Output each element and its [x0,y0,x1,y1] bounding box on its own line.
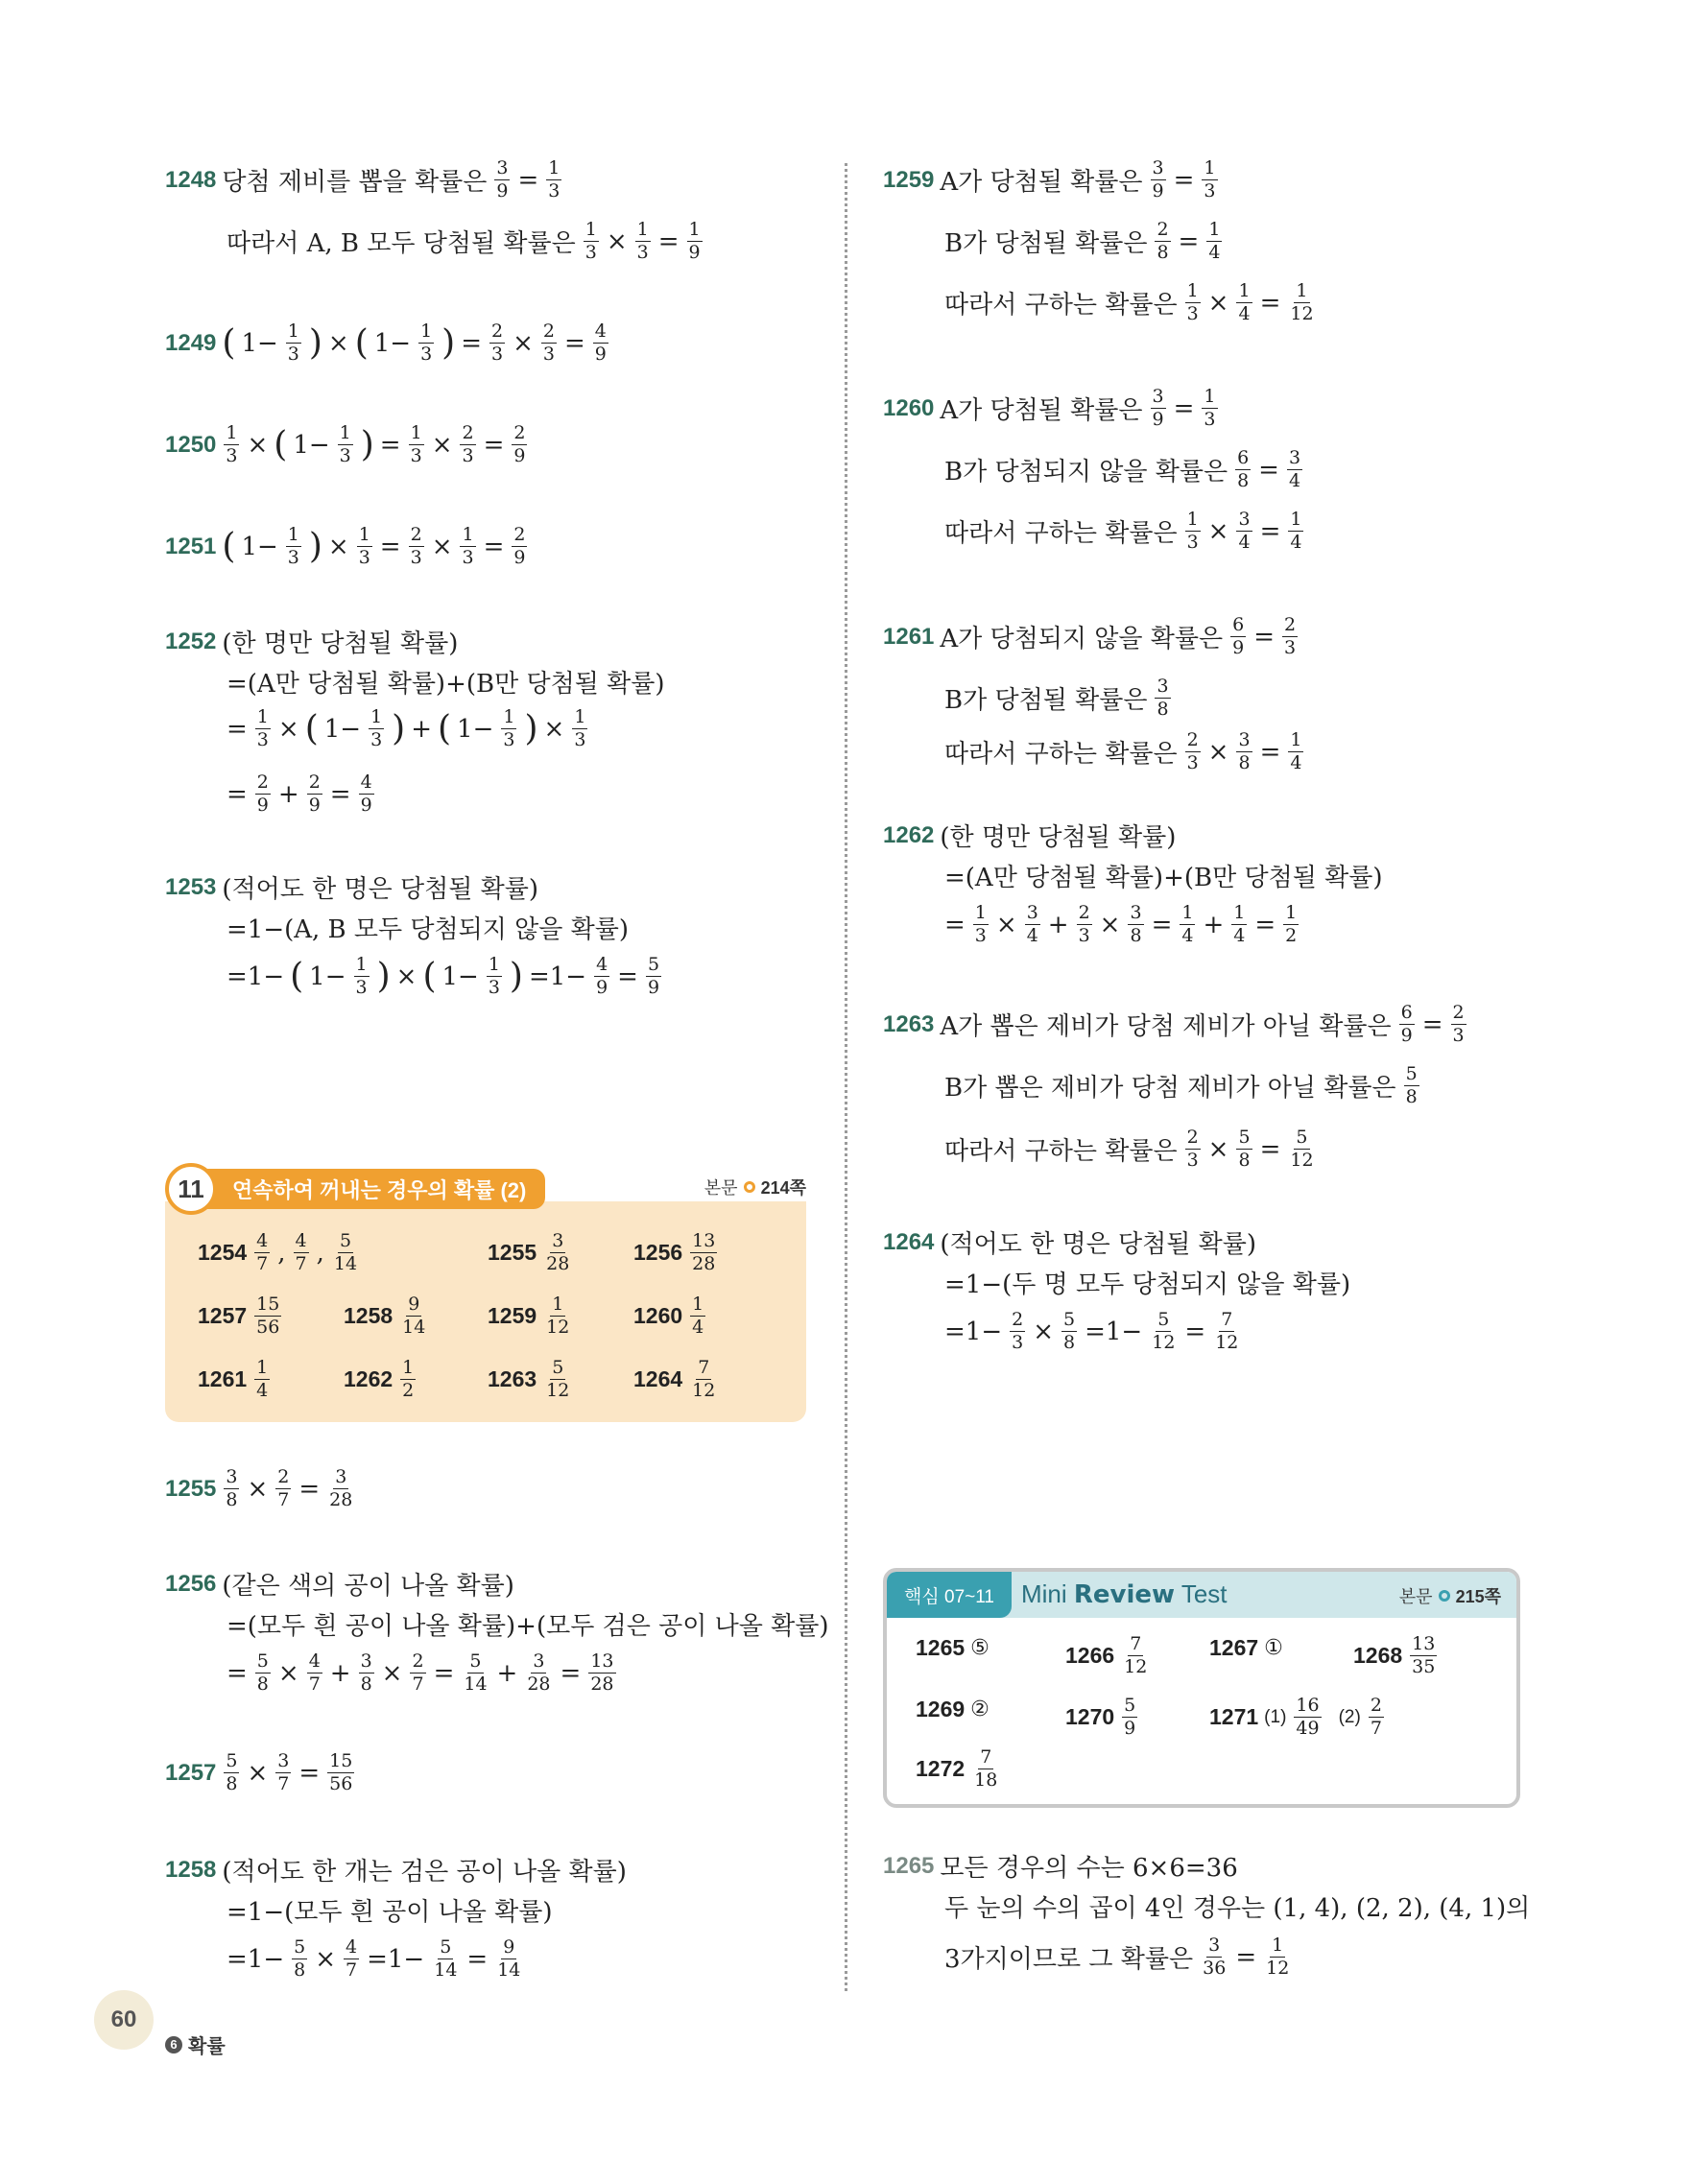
answer-1262: 1262 1 2 [344,1357,415,1401]
answer-1256: 1256 13 28 [633,1230,716,1274]
review-answer-1269: 1269 ② [916,1697,990,1721]
problem-1249: 1249 ( 1− 1 3 ) × ( 1− 1 3 ) = 2 3 × 2 3 = 4 9 [165,320,607,365]
problem-1261-line3: 따라서 구하는 확률은 2 3 × 3 8 = 1 4 [944,729,1302,773]
text: (같은 색의 공이 나올 확률) [222,1572,514,1601]
problem-1260-line2: B가 당첨되지 않을 확률은 6 8 = 3 4 [944,447,1301,491]
problem-1256-line1 [165,1566,514,1602]
review-answer-1267: 1267 ① [1209,1635,1283,1660]
review-answer-1268: 1268 13 35 [1353,1633,1436,1677]
problem-1263-line1: 1263 A가 뽑은 제비가 당첨 제비가 아닐 확률은 6 9 = 2 3 [883,1002,1465,1046]
problem-1263-line2: B가 뽑은 제비가 당첨 제비가 아닐 확률은 5 8 [944,1063,1418,1107]
problem-number: 1251 [165,533,217,559]
problem-number: 1256 [165,1570,217,1597]
page-number: 60 [94,1990,154,2050]
problem-1252-line1 [165,624,458,659]
text: =1−(A, B 모두 당첨되지 않을 확률) [227,915,630,944]
problem-number: 1250 [165,431,217,458]
problem-number: 1255 [165,1475,217,1502]
problem-number: 1248 [165,166,217,193]
problem-1255: 1255 3 8 × 2 7 = 3 28 [165,1466,353,1510]
text: (적어도 한 개는 검은 공이 나올 확률) [222,1858,627,1887]
review-title: Mini Review Test [1021,1579,1228,1609]
review-tag: 핵심 07~11 [887,1572,1012,1618]
problem-number: 1258 [165,1856,217,1883]
answer-1258: 1258 9 14 [344,1294,426,1338]
review-ref: 본문 215쪽 [1398,1587,1501,1606]
chapter-mark: 6 [165,2036,182,2053]
problem-1264-line1: 1264 (적어도 한 명은 당첨될 확률) [883,1228,1257,1259]
problem-1264-line2: =1−(두 명 모두 당첨되지 않을 확률) [944,1270,1351,1299]
problem-number: 1262 [883,821,935,848]
problem-1258-line3: =1− 5 8 × 4 7 =1− 5 14 = 9 14 [227,1936,521,1981]
mini-review-box [883,1568,1520,1808]
problem-1256-line3: = 5 8 × 4 7 + 3 8 × 2 7 = 5 14 + 3 28 = 13 28 [227,1650,614,1695]
problem-number: 1259 [883,166,935,193]
problem-1265-line1: 1265 모든 경우의 수는 6×6=36 [883,1852,1238,1883]
answer-1254: 1254 4 7 , 4 7 , 5 14 [198,1230,358,1274]
review-answer-1266: 1266 7 12 [1065,1633,1148,1677]
problem-1262-line2: =(A만 당첨될 확률)+(B만 당첨될 확률) [944,864,1383,892]
problem-number: 1261 [883,623,935,650]
problem-1264-line3: =1− 2 3 × 5 8 =1− 5 12 = 7 12 [944,1309,1239,1353]
problem-1257: 1257 5 8 × 3 7 = 15 56 [165,1750,353,1794]
problem-1260-line1: 1260 A가 당첨될 확률은 3 9 = 1 3 [883,386,1216,430]
problem-1256-line2 [227,1606,828,1642]
problem-number: 1264 [883,1228,935,1255]
section-header [165,1163,806,1215]
review-header [887,1572,1516,1618]
answer-1261: 1261 1 4 [198,1357,269,1401]
problem-1265-line2: 두 눈의 수의 곱이 4인 경우는 (1, 4), (2, 2), (4, 1)의 [944,1894,1531,1923]
answer-1263: 1263 5 12 [488,1357,570,1401]
problem-number: 1257 [165,1759,217,1786]
problem-1265-line3: 3가지이므로 그 확률은 3 36 = 1 12 [944,1935,1290,1979]
answer-1260: 1260 1 4 [633,1294,704,1338]
problem-1258-line1 [165,1852,627,1887]
column-divider [845,163,847,1991]
problem-1258-line2 [227,1892,553,1928]
problem-1252-line2 [227,664,664,700]
answer-1259: 1259 1 12 [488,1294,570,1338]
answer-1257: 1257 15 56 [198,1294,280,1338]
ref-arrow-icon [1439,1590,1450,1602]
review-answer-1271: 1271 (1) 16 49 (2) 2 7 [1209,1695,1382,1739]
problem-1262-line3: = 1 3 × 3 4 + 2 3 × 3 8 = 1 4 + 1 4 = 1 2 [944,902,1298,946]
answer-1255: 1255 3 28 [488,1230,570,1274]
text: 따라서 A, B 모두 당첨될 확률은 [227,229,576,258]
review-answer-1270: 1270 5 9 [1065,1695,1136,1739]
answer-1264: 1264 7 12 [633,1357,716,1401]
problem-1262-line1: 1262 (한 명만 당첨될 확률) [883,821,1177,852]
problem-number: 1249 [165,329,217,356]
problem-number: 1265 [883,1852,935,1879]
section-ref: 본문 214쪽 [703,1178,806,1198]
problem-1263-line3: 따라서 구하는 확률은 2 3 × 5 8 = 5 12 [944,1127,1314,1171]
review-answer-1265: 1265 ⑤ [916,1635,990,1660]
problem-1253-line2 [227,910,629,945]
problem-1252-line4: = 2 9 + 2 9 = 4 9 [227,772,372,816]
text: =(모두 흰 공이 나올 확률)+(모두 검은 공이 나올 확률) [227,1612,829,1641]
problem-1253-line1 [165,869,538,905]
review-answer-1272: 1272 7 18 [916,1746,998,1791]
problem-number: 1260 [883,394,935,421]
problem-1248-line1: 1248 당첨 제비를 뽑을 확률은 3 9 = 1 3 [165,157,560,202]
problem-1259-line3: 따라서 구하는 확률은 1 3 × 1 4 = 1 12 [944,280,1314,324]
section-title: 연속하여 꺼내는 경우의 확률 (2) [203,1169,545,1209]
text: =1−(모두 흰 공이 나올 확률) [227,1898,553,1927]
text: =(A만 당첨될 확률)+(B만 당첨될 확률) [227,670,665,699]
problem-1259-line1: 1259 A가 당첨될 확률은 3 9 = 1 3 [883,157,1216,202]
problem-1248-line2: 따라서 A, B 모두 당첨될 확률은 1 3 × 1 3 = 1 9 [227,219,701,263]
text: 당첨 제비를 뽑을 확률은 [222,168,488,197]
chapter-label: 6 확률 [165,2030,226,2058]
problem-1259-line2: B가 당첨될 확률은 2 8 = 1 4 [944,219,1221,263]
problem-1250: 1250 1 3 × ( 1− 1 3 ) = 1 3 × 2 3 = 2 9 [165,422,526,466]
problem-1260-line3: 따라서 구하는 확률은 1 3 × 3 4 = 1 4 [944,509,1302,553]
ref-arrow-icon [744,1181,755,1193]
problem-number: 1253 [165,873,217,900]
text: (적어도 한 명은 당첨될 확률) [222,875,539,904]
problem-number: 1252 [165,628,217,654]
problem-1261-line2: B가 당첨될 확률은 3 8 [944,676,1169,720]
problem-1252-line3: = 1 3 × ( 1− 1 3 ) + ( 1− 1 3 ) × 1 3 [227,706,586,750]
problem-1253-line3: =1− ( 1− 1 3 ) × ( 1− 1 3 ) =1− 4 9 = 5 9 [227,954,660,998]
problem-number: 1263 [883,1010,935,1037]
text: (한 명만 당첨될 확률) [222,629,459,658]
problem-1251: 1251 ( 1− 1 3 ) × 1 3 = 2 3 × 1 3 = 2 9 [165,524,526,568]
section-badge: 11 [165,1163,217,1215]
problem-1261-line1: 1261 A가 당첨되지 않을 확률은 6 9 = 2 3 [883,614,1297,658]
